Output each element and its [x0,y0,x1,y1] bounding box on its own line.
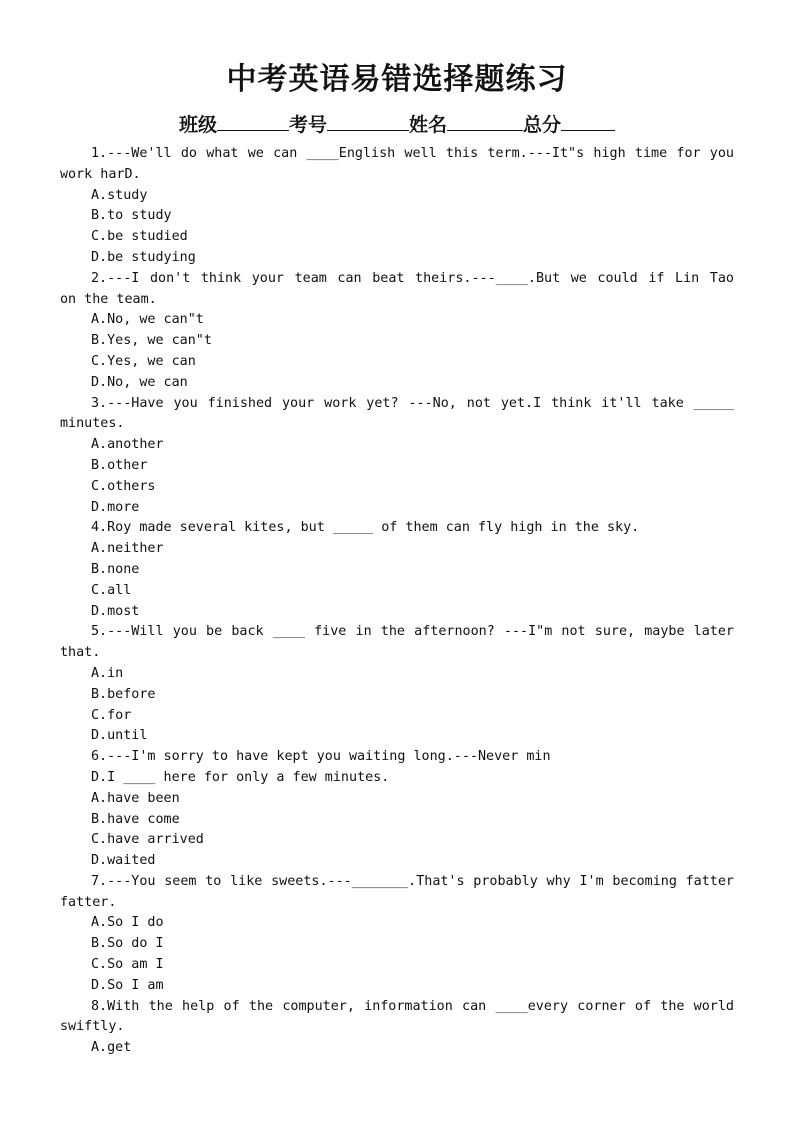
question-stem-continued: that. [60,645,101,661]
option-a[interactable]: A.No, we can"t [91,312,204,328]
exam-no-blank[interactable] [327,110,409,131]
option-c[interactable]: C.be studied [91,229,188,245]
option-b[interactable]: B.have come [91,811,180,827]
name-blank[interactable] [447,110,523,131]
option-a[interactable]: A.So I do [91,915,164,931]
question-stem-continued: on the team. [60,291,157,307]
score-blank[interactable] [561,110,615,131]
question-item [60,518,734,622]
option-b[interactable]: B.to study [91,208,172,224]
question-stem: 7.---You seem to like sweets.---_______.That's probably why I'm becoming fatter [91,873,734,889]
question-item [60,997,734,1059]
question-item [60,394,734,519]
option-b[interactable]: B.So do I [91,936,164,952]
exam-no-label: 考号 [288,114,327,136]
option-d[interactable]: D.be studying [91,249,196,265]
option-d[interactable]: D.until [91,728,148,744]
score-label: 总分 [523,114,562,136]
option-a[interactable]: A.study [91,187,148,203]
question-stem-continued: swiftly. [60,1019,125,1035]
question-stem-continued: fatter. [60,894,117,910]
option-d[interactable]: D.waited [91,853,156,869]
question-list [60,144,734,1059]
class-blank[interactable] [217,110,289,131]
question-stem: 3.---Have you finished your work yet? ---No, not yet.I think it'll take _____ [91,395,734,411]
name-label: 姓名 [409,114,448,136]
question-item [60,872,734,997]
question-stem: 2.---I don't think your team can beat theirs.---____.But we could if Lin Tao [91,270,734,286]
question-item [60,622,734,747]
option-c[interactable]: C.all [91,582,132,598]
option-d[interactable]: D.So I am [91,977,164,993]
option-c[interactable]: C.have arrived [91,832,204,848]
class-label: 班级 [178,114,217,136]
question-item [60,747,734,872]
option-d[interactable]: D.more [91,499,140,515]
question-stem: 4.Roy made several kites, but _____ of them can fly high in the sky. [91,520,640,536]
question-stem-continued: D.I ____ here for only a few minutes. [91,769,390,785]
question-item [60,144,734,269]
option-c[interactable]: C.others [91,478,156,494]
option-a[interactable]: A.another [91,437,164,453]
question-stem: 1.---We'll do what we can ____English well this term.---It"s high time for you [91,146,734,161]
option-b[interactable]: B.none [91,561,140,577]
option-c[interactable]: C.So am I [91,957,164,973]
question-stem: 5.---Will you be back ____ five in the afternoon? ---I"m not sure, maybe later [91,624,734,640]
student-info-line [0,110,794,140]
option-d[interactable]: D.most [91,603,140,619]
option-b[interactable]: B.Yes, we can"t [91,333,212,349]
option-a[interactable]: A.get [91,1040,132,1056]
option-c[interactable]: C.for [91,707,132,723]
question-stem-continued: minutes. [60,416,125,432]
question-stem-continued: work harD. [60,166,141,182]
option-c[interactable]: C.Yes, we can [91,353,196,369]
question-item [60,269,734,394]
option-a[interactable]: A.have been [91,790,180,806]
question-stem: 6.---I'm sorry to have kept you waiting long.---Never min [91,749,551,765]
option-b[interactable]: B.before [91,686,156,702]
page-title: 中考英语易错选择题练习 [226,62,568,97]
option-a[interactable]: A.in [91,665,124,681]
option-a[interactable]: A.neither [91,541,164,557]
question-stem: 8.With the help of the computer, information can ____every corner of the world [91,998,734,1014]
option-b[interactable]: B.other [91,457,148,473]
option-d[interactable]: D.No, we can [91,374,188,390]
